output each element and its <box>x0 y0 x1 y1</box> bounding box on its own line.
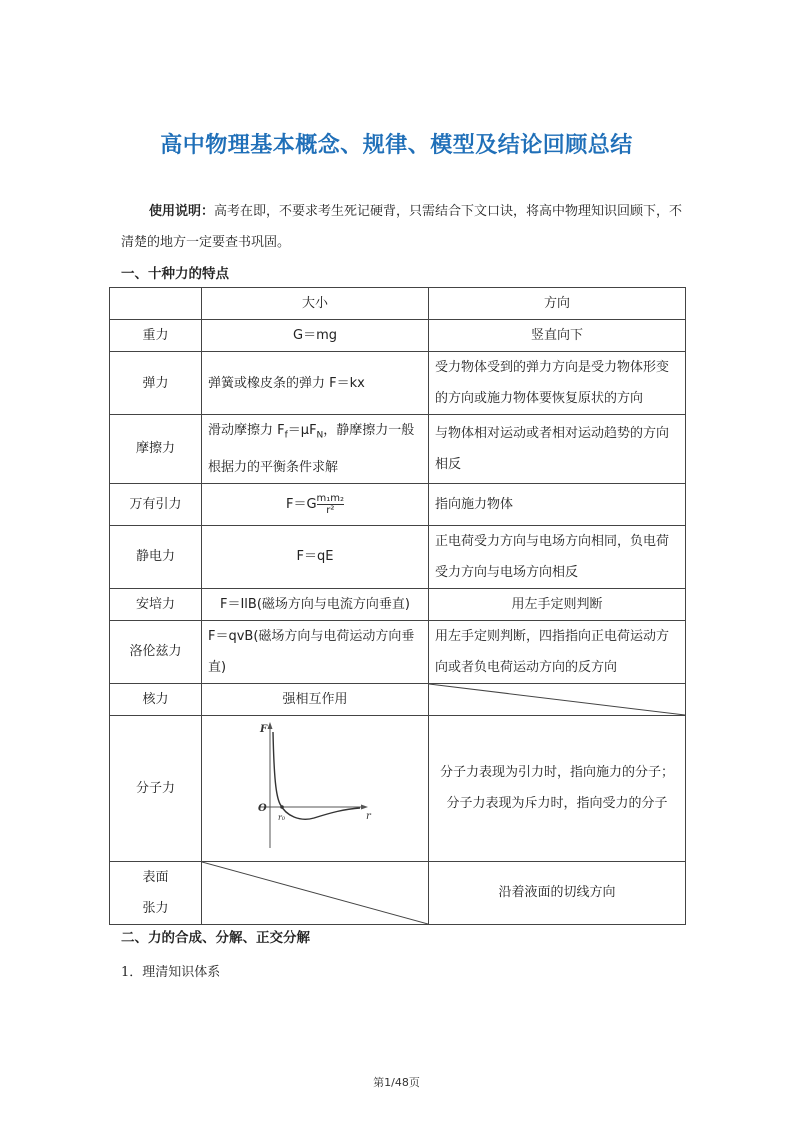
diagonal-line <box>202 862 428 924</box>
force-name <box>110 861 202 924</box>
empty-diagonal-cell <box>429 683 686 715</box>
force-name: 分子力 <box>110 715 202 861</box>
table-row <box>110 483 686 525</box>
friction-sub-f: f <box>284 430 288 441</box>
header-size: 大小 <box>202 288 429 320</box>
fraction-numerator: m₁m₂ <box>316 492 345 504</box>
force-name: 万有引力 <box>110 483 202 525</box>
force-direction: 正电荷受力方向与电场方向相同，负电荷受力方向与电场方向相反 <box>429 525 686 588</box>
force-direction: 与物体相对运动或者相对运动趋势的方向相反 <box>429 415 686 484</box>
force-name: 摩擦力 <box>110 415 202 484</box>
table-row <box>110 588 686 620</box>
force-direction: 受力物体受到的弹力方向是受力物体形变的方向或施力物体要恢复原状的方向 <box>429 352 686 415</box>
r0-point <box>280 805 284 809</box>
header-direction: 方向 <box>429 288 686 320</box>
force-direction: 用左手定则判断 <box>429 588 686 620</box>
friction-sub-n: N <box>316 430 324 441</box>
force-direction: 用左手定则判断，四指指向正电荷运动方向或者负电荷运动方向的反方向 <box>429 620 686 683</box>
page-number: 第1/48页 <box>373 1076 420 1089</box>
molecular-force-graph <box>242 718 382 858</box>
force-curve <box>273 732 360 819</box>
r0-label: r₀ <box>278 813 286 823</box>
force-name: 核力 <box>110 683 202 715</box>
y-axis-label: F <box>260 724 268 736</box>
friction-text-mid: ＝μF <box>287 423 317 438</box>
section1-heading: 一、十种力的特点 <box>121 266 229 282</box>
origin-label: O <box>258 803 267 815</box>
force-size: 弹簧或橡皮条的弹力 F＝kx <box>202 352 429 415</box>
force-direction: 指向施力物体 <box>429 483 686 525</box>
forces-table <box>109 287 686 925</box>
intro-label: 使用说明： <box>149 204 215 219</box>
gravitation-fraction <box>317 493 345 516</box>
force-direction: 沿着液面的切线方向 <box>429 861 686 924</box>
gravitation-formula-pre: F＝G <box>285 496 317 512</box>
intro-text: 高考在即，不要求考生死记硬背，只需结合下文口诀，将高中物理知识回顾下，不清楚的地方一定要查书巩固。 <box>121 204 683 250</box>
force-name: 静电力 <box>110 525 202 588</box>
force-size: F＝qE <box>202 525 429 588</box>
table-row <box>110 352 686 415</box>
force-name: 安培力 <box>110 588 202 620</box>
section2-heading: 二、力的合成、分解、正交分解 <box>121 930 310 946</box>
page-title: 高中物理基本概念、规律、模型及结论回顾总结 <box>160 133 633 158</box>
table-row <box>110 525 686 588</box>
table-row <box>110 415 686 484</box>
y-axis-arrow <box>268 722 273 729</box>
force-direction: 分子力表现为引力时，指向施力的分子；分子力表现为斥力时，指向受力的分子 <box>429 715 686 861</box>
fraction-denominator: r² <box>326 504 335 516</box>
force-size: F＝qvB(磁场方向与电荷运动方向垂直) <box>202 620 429 683</box>
force-size <box>202 415 429 484</box>
x-axis-arrow <box>361 805 368 810</box>
force-name: 重力 <box>110 320 202 352</box>
force-direction: 竖直向下 <box>429 320 686 352</box>
molecular-force-graph-cell <box>202 715 429 861</box>
force-name: 弹力 <box>110 352 202 415</box>
x-axis-label: r <box>366 811 371 823</box>
diagonal-line <box>429 684 685 715</box>
force-size: F＝IlB(磁场方向与电流方向垂直) <box>202 588 429 620</box>
force-size: 强相互作用 <box>202 683 429 715</box>
table-row <box>110 715 686 861</box>
table-row <box>110 683 686 715</box>
table-row <box>110 320 686 352</box>
empty-diagonal-cell <box>202 861 429 924</box>
friction-text-post: ，静摩擦力一般根据力的平衡条件求解 <box>208 423 415 475</box>
table-header-row <box>110 288 686 320</box>
force-size <box>202 483 429 525</box>
header-empty-cell <box>110 288 202 320</box>
friction-text-pre: 滑动摩擦力 F <box>208 423 285 438</box>
force-name-line1: 表面 <box>142 869 169 885</box>
force-name: 洛伦兹力 <box>110 620 202 683</box>
section2-item1: 1．理清知识体系 <box>121 965 221 980</box>
force-size: G＝mg <box>202 320 429 352</box>
force-name-line2: 张力 <box>142 900 169 916</box>
intro-paragraph <box>121 196 686 258</box>
table-row <box>110 620 686 683</box>
table-row <box>110 861 686 924</box>
